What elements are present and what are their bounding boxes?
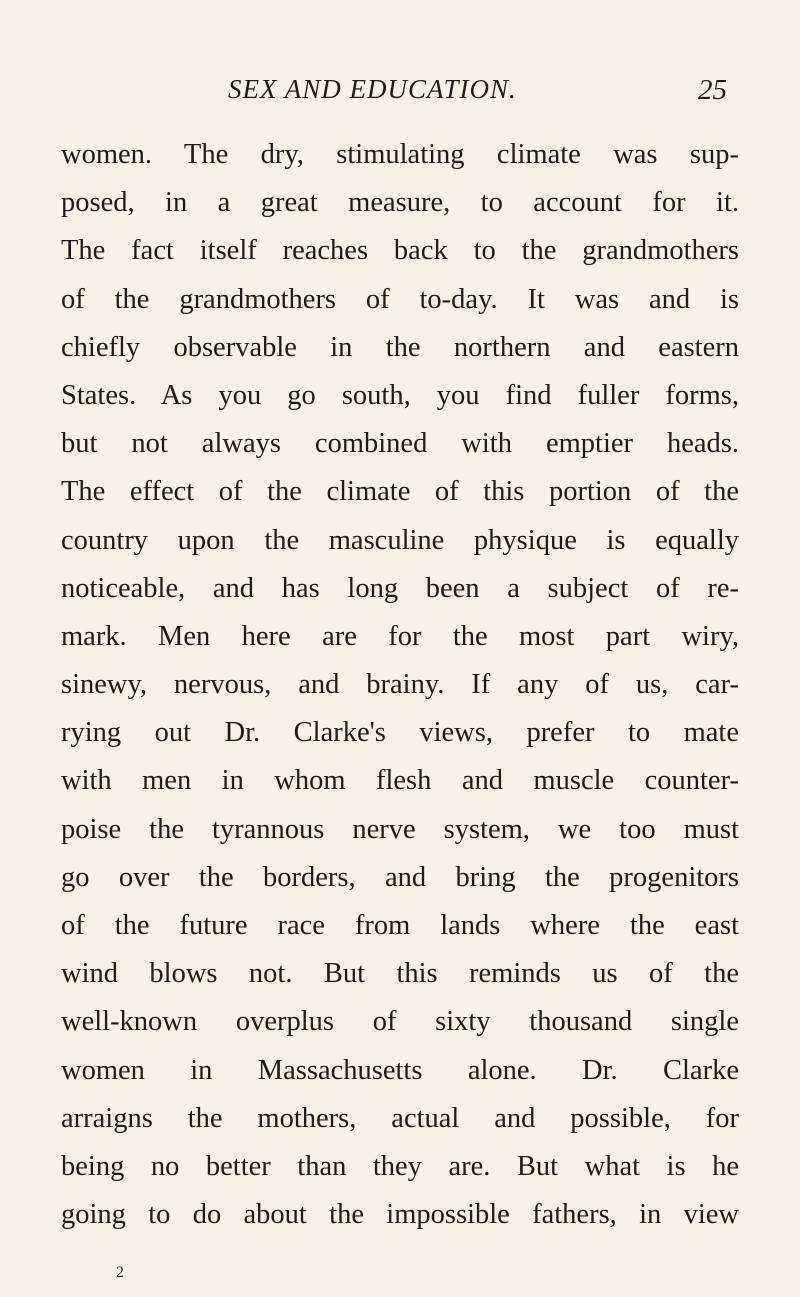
text-line: of the grandmothers of to-day. It was and is	[61, 283, 739, 315]
text-line: women in Massachusetts alone. Dr. Clarke	[61, 1054, 739, 1086]
text-line: posed, in a great measure, to account for it.	[61, 187, 739, 219]
text-line: poise the tyrannous nerve system, we too must	[61, 813, 739, 845]
page-number: 25	[698, 74, 727, 106]
signature-mark: 2	[116, 1264, 124, 1281]
text-line: wind blows not. But this reminds us of the	[61, 958, 739, 990]
text-line: of the future race from lands where the east	[61, 910, 739, 941]
text-line: chiefly observable in the northern and eastern	[61, 331, 739, 363]
text-line: women. The dry, stimulating climate was sup-	[61, 139, 739, 170]
running-title: SEX AND EDUCATION.	[228, 74, 517, 104]
text-line: sinewy, nervous, and brainy. If any of us, car-	[61, 669, 739, 701]
text-line: country upon the masculine physique is equally	[61, 524, 739, 556]
text-line: noticeable, and has long been a subject of re-	[61, 572, 739, 604]
text-line: The effect of the climate of this portion of the	[61, 476, 739, 508]
running-head	[0, 74, 800, 114]
text-line: but not always combined with emptier heads.	[61, 428, 739, 460]
text-line: arraigns the mothers, actual and possible, for	[61, 1102, 739, 1134]
text-line: go over the borders, and bring the progenitors	[61, 861, 739, 893]
text-line: going to do about the impossible fathers, in view	[61, 1199, 739, 1231]
text-line: rying out Dr. Clarke's views, prefer to mate	[61, 717, 739, 749]
text-line: mark. Men here are for the most part wiry,	[61, 620, 739, 652]
text-line: States. As you go south, you find fuller forms,	[61, 379, 739, 411]
body-text	[61, 131, 739, 1239]
text-line: The fact itself reaches back to the grandmothers	[61, 235, 739, 267]
text-line: well-known overplus of sixty thousand single	[61, 1006, 739, 1038]
text-line: with men in whom flesh and muscle counter-	[61, 765, 739, 797]
text-line: being no better than they are. But what is he	[61, 1150, 739, 1182]
